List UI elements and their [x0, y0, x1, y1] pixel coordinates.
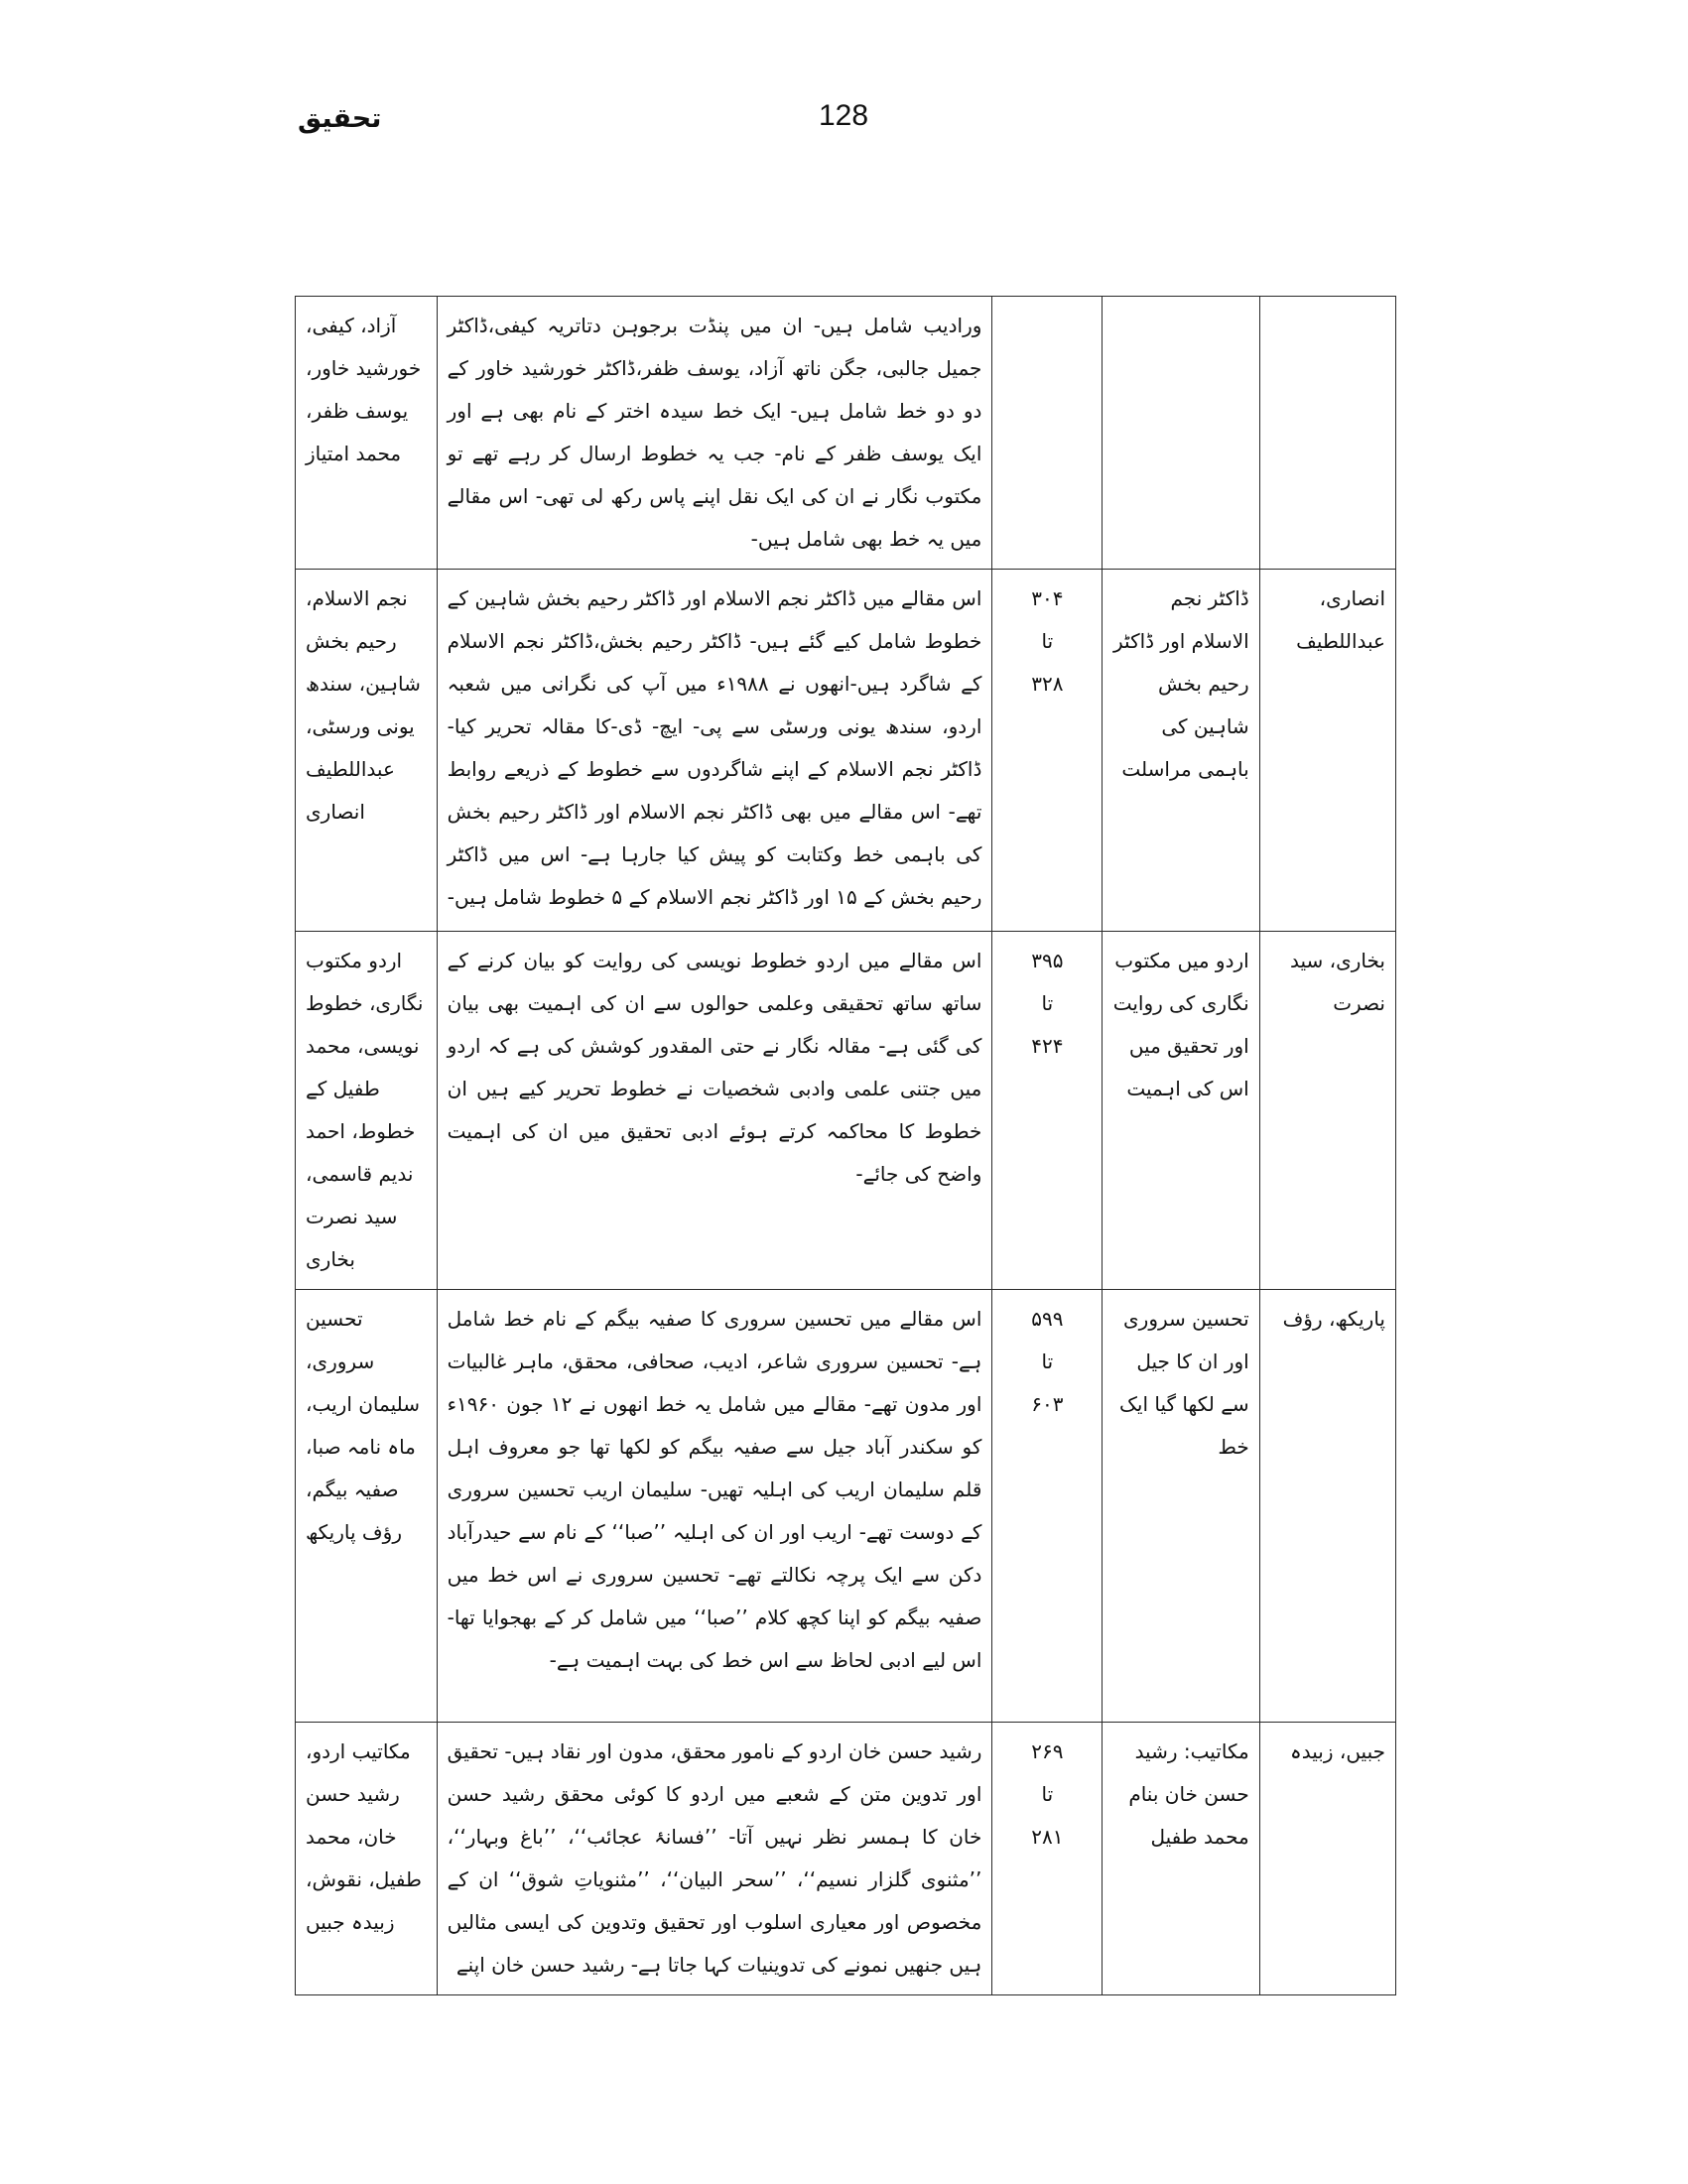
- pages-cell: [992, 932, 1103, 1290]
- title-cell: اردو میں مکتوب نگاری کی روایت اور تحقیق میں اس کی اہمیت: [1103, 932, 1259, 1290]
- author-cell: انصاری، عبداللطیف: [1259, 570, 1395, 932]
- page-to: ۳۲۸: [1031, 672, 1064, 696]
- keywords-cell: تحسین سروری، سلیمان اریب، ماہ نامہ صبا، صفیہ بیگم، رؤف پاریکھ: [296, 1290, 438, 1723]
- summary-cell: وراديب شامل ہيں- ان ميں پنڈت برجوہن دتاتریہ کیفی،ڈاکٹر جمیل جالبی، جگن ناتھ آزاد، یوسف ظفر،ڈاکٹر خورشید خاور کے دو دو خط شامل ہیں- ایک خط سیدہ اختر کے نام بھی ہے اور ایک یوسف ظفر کے نام- جب یہ خطوط ارسال کر رہے تھے تو مکتوب نگار نے ان کی ایک نقل اپنے پاس رکھ لی تھی- اس مقالے میں یہ خط بھی شامل ہیں-: [437, 297, 992, 570]
- page-from: ۳۹۵: [1031, 949, 1064, 972]
- summary-cell: اس مقالے میں ڈاکٹر نجم الاسلام اور ڈاکٹر رحیم بخش شاہین کے خطوط شامل کیے گئے ہیں- ڈاکٹر رحیم بخش،ڈاکٹر نجم الاسلام کے شاگرد ہیں-انھوں نے ۱۹۸۸ء میں آپ کی نگرانی میں شعبہ اردو، سندھ یونی ورسٹی سے پی- ایچ- ڈی-کا مقالہ تحریر کیا- ڈاکٹر نجم الاسلام کے اپنے شاگردوں سے خطوط کے ذریعے روابط تھے- اس مقالے میں بھی ڈاکٹر نجم الاسلام اور ڈاکٹر رحیم بخش کی باہمی خط وکتابت کو پیش کیا جارہا ہے- اس میں ڈاکٹر رحیم بخش کے ۱۵ اور ڈاکٹر نجم الاسلام کے ۵ خطوط شامل ہیں-: [437, 570, 992, 932]
- pages-cell: [992, 570, 1103, 932]
- bibliography-table: [295, 296, 1396, 1995]
- keywords-cell: اردو مکتوب نگاری، خطوط نویسی، محمد طفیل کے خطوط، احمد ندیم قاسمی، سید نصرت بخاری: [296, 932, 438, 1290]
- page-from: ۲۶۹: [1031, 1739, 1064, 1763]
- pages-cell: [992, 1723, 1103, 1995]
- page-from: ۵۹۹: [1031, 1307, 1064, 1331]
- author-cell: پاریکھ، رؤف: [1259, 1290, 1395, 1723]
- pages-cell: [992, 297, 1103, 570]
- page-to-word: تا: [1041, 629, 1054, 653]
- author-cell: بخاری، سید نصرت: [1259, 932, 1395, 1290]
- title-cell: تحسین سروری اور ان کا جیل سے لکھا گیا ایک خط: [1103, 1290, 1259, 1723]
- page-to: ۲۸۱: [1031, 1825, 1064, 1849]
- author-cell: [1259, 297, 1395, 570]
- page-to-word: تا: [1041, 991, 1054, 1015]
- summary-cell: اس مقالے میں اردو خطوط نویسی کی روایت کو بیان کرنے کے ساتھ ساتھ تحقیقی وعلمی حوالوں سے ان کی اہمیت بھی بیان کی گئی ہے- مقالہ نگار نے حتی المقدور کوشش کی ہے کہ اردو میں جتنی علمی وادبی شخصیات نے خطوط تحریر کیے ہیں ان خطوط کا محاکمہ کرتے ہوئے ادبی تحقیق میں ان کی اہمیت واضح کی جائے-: [437, 932, 992, 1290]
- title-cell: ڈاکٹر نجم الاسلام اور ڈاکٹر رحیم بخش شاہین کی باہمی مراسلت: [1103, 570, 1259, 932]
- keywords-cell: آزاد، کیفی، خورشید خاور، یوسف ظفر، محمد امتیاز: [296, 297, 438, 570]
- table-row: [296, 1723, 1396, 1995]
- table-row: [296, 1290, 1396, 1723]
- running-head: تحقیق: [298, 103, 382, 134]
- summary-cell: اس مقالے میں تحسین سروری کا صفیہ بیگم کے نام خط شامل ہے- تحسین سروری شاعر، ادیب، صحافی، محقق، ماہر غالبیات اور مدون تھے- مقالے میں شامل یہ خط انھوں نے ۱۲ جون ۱۹۶۰ء کو سکندر آباد جیل سے صفیہ بیگم کو لکھا تھا جو معروف اہل قلم سلیمان اریب کی اہلیہ تھیں- سلیمان اریب تحسین سروری کے دوست تھے- اریب اور ان کی اہلیہ ’’صبا‘‘ کے نام سے حیدرآباد دکن سے ایک پرچہ نکالتے تھے- تحسین سروری نے اس خط میں صفیہ بیگم کو اپنا کچھ کلام ’’صبا‘‘ میں شامل کر کے بھجوایا تھا- اس لیے ادبی لحاظ سے اس خط کی بہت اہمیت ہے-: [437, 1290, 992, 1723]
- title-cell: مکاتیب: رشید حسن خان بنام محمد طفیل: [1103, 1723, 1259, 1995]
- author-cell: جبیں، زبیدہ: [1259, 1723, 1395, 1995]
- page-from: ۳۰۴: [1031, 586, 1064, 610]
- keywords-cell: مکاتیب اردو، رشید حسن خان، محمد طفیل، نقوش، زبیدہ جبیں: [296, 1723, 438, 1995]
- page-number: 128: [818, 99, 869, 132]
- page-to-word: تا: [1041, 1782, 1054, 1806]
- summary-cell: رشید حسن خان اردو کے نامور محقق، مدون اور نقاد ہیں- تحقیق اور تدوین متن کے شعبے میں اردو کا کوئی محقق رشید حسن خان کا ہمسر نظر نہیں آتا- ’’فسانۂ عجائب‘‘، ’’باغ وبہار‘‘، ’’مثنوی گلزار نسیم‘‘، ’’سحر البیان‘‘، ’’مثنویاتِ شوق‘‘ ان کے مخصوص اور معیاری اسلوب اور تحقیق وتدوین کی ایسی مثالیں ہیں جنھیں نمونے کی تدوینیات کہا جاتا ہے- رشید حسن خان اپنے: [437, 1723, 992, 1995]
- page-to-word: تا: [1041, 1349, 1054, 1373]
- table-row: [296, 570, 1396, 932]
- keywords-cell: نجم الاسلام، رحیم بخش شاہین، سندھ یونی ورسٹی، عبداللطیف انصاری: [296, 570, 438, 932]
- table-row: [296, 297, 1396, 570]
- table-row: [296, 932, 1396, 1290]
- title-cell: [1103, 297, 1259, 570]
- page-to: ۶۰۳: [1031, 1392, 1064, 1416]
- page-to: ۴۲۴: [1031, 1034, 1064, 1058]
- pages-cell: [992, 1290, 1103, 1723]
